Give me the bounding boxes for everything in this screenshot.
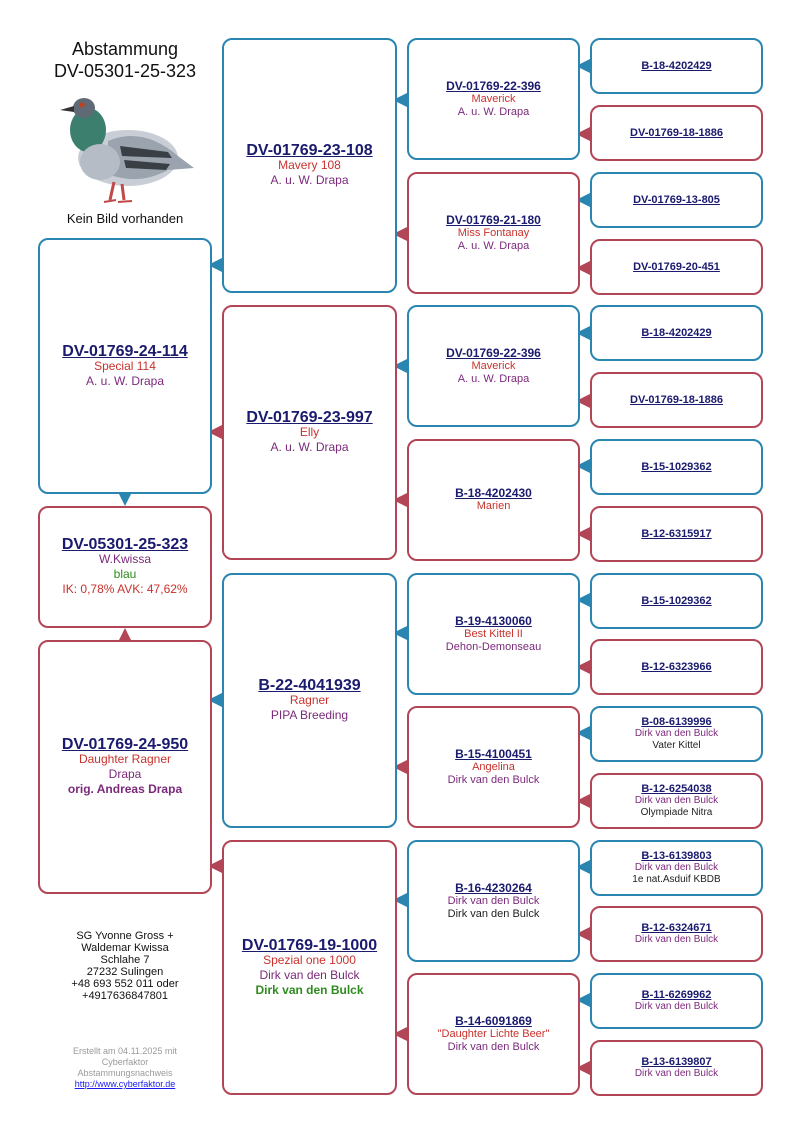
gen4-note: Vater Kittel [652, 740, 701, 751]
subject-card[interactable] [38, 506, 212, 628]
mother-origin: orig. Andreas Drapa [67, 782, 183, 796]
mother-breeder: Drapa [108, 767, 142, 781]
gen2-name: Spezial one 1000 [263, 952, 356, 967]
subject-color: blau [113, 567, 137, 581]
gen4-card[interactable] [590, 105, 763, 161]
gen2-breeder: A. u. W. Drapa [270, 440, 349, 454]
gen2-card[interactable] [222, 840, 397, 1095]
gen3-card[interactable] [407, 172, 580, 294]
father-ring[interactable]: DV-01769-24-114 [62, 342, 188, 360]
gen4-ring[interactable]: B-12-6254038 [641, 783, 712, 795]
gen3-name: Maverick [471, 92, 516, 105]
gen2-name: Mavery 108 [278, 158, 341, 172]
subject-inbreeding: IK: 0,78% AVK: 47,62% [62, 582, 188, 596]
gen3-card[interactable] [407, 439, 580, 561]
gen4-breeder: Dirk van den Bulck [634, 1068, 719, 1079]
gen4-ring[interactable]: B-12-6324671 [641, 922, 712, 934]
gen4-ring[interactable]: B-12-6323966 [641, 661, 712, 673]
father-card[interactable] [38, 238, 212, 494]
footer-link[interactable]: http://www.cyberfaktor.de [74, 1079, 176, 1089]
gen4-breeder: Dirk van den Bulck [634, 934, 719, 945]
gen4-breeder: Dirk van den Bulck [634, 862, 719, 873]
gen4-ring[interactable]: DV-01769-13-805 [633, 194, 720, 206]
footer-created: Erstellt am 04.11.2025 mit [73, 1046, 177, 1056]
gen3-name: "Daughter Lichte Beer" [437, 1027, 550, 1040]
gen3-breeder: Dirk van den Bulck [447, 773, 540, 786]
gen2-breeder: A. u. W. Drapa [270, 173, 349, 187]
gen3-breeder: A. u. W. Drapa [457, 372, 530, 385]
gen3-ring[interactable]: B-14-6091869 [455, 1013, 532, 1028]
gen4-card[interactable] [590, 1040, 763, 1096]
gen2-name: Elly [299, 425, 320, 439]
gen3-ring[interactable]: B-19-4130060 [455, 613, 532, 628]
gen3-breeder: A. u. W. Drapa [457, 239, 530, 252]
owner-line: Schlahe 7 [100, 954, 150, 966]
gen4-ring[interactable]: B-12-6315917 [641, 528, 712, 540]
gen4-card[interactable] [590, 439, 763, 495]
gen4-card[interactable] [590, 239, 763, 295]
gen3-breeder: Dehon-Demonseau [445, 640, 542, 653]
mother-ring[interactable]: DV-01769-24-950 [61, 736, 189, 753]
gen4-ring[interactable]: DV-01769-18-1886 [630, 394, 723, 406]
gen2-ring[interactable]: DV-01769-23-997 [246, 409, 373, 426]
gen3-card[interactable] [407, 706, 580, 828]
gen3-card[interactable] [407, 973, 580, 1095]
gen2-card[interactable] [222, 573, 397, 828]
gen2-ring[interactable]: DV-01769-19-1000 [241, 936, 378, 954]
gen4-ring[interactable]: B-18-4202429 [641, 60, 712, 72]
gen4-ring[interactable]: B-11-6269962 [641, 989, 712, 1001]
gen2-name: Ragner [289, 693, 330, 707]
gen4-card[interactable] [590, 639, 763, 695]
gen4-ring[interactable]: B-15-1029362 [641, 461, 712, 473]
gen3-breeder: A. u. W. Drapa [457, 105, 530, 118]
gen4-note: Olympiade Nitra [640, 807, 713, 818]
gen4-card[interactable] [590, 973, 763, 1029]
gen3-name: Maverick [471, 359, 516, 372]
gen2-card[interactable] [222, 38, 397, 293]
gen3-name: Angelina [472, 760, 515, 773]
father-name: Special 114 [94, 358, 156, 373]
gen3-breeder: Dirk van den Bulck [447, 1040, 540, 1053]
owner-line: +48 693 552 011 oder [71, 978, 179, 990]
owner-address [40, 930, 210, 1002]
father-breeder: A. u. W. Drapa [85, 373, 165, 388]
subject-ring[interactable]: DV-05301-25-323 [61, 536, 189, 553]
pedigree-title: Abstammung [71, 39, 179, 59]
gen4-card[interactable] [590, 38, 763, 94]
owner-line: +4917636847801 [82, 990, 168, 1002]
gen4-card[interactable] [590, 305, 763, 361]
gen3-card[interactable] [407, 305, 580, 427]
owner-line: 27232 Sulingen [86, 966, 164, 978]
gen3-ring[interactable]: DV-01769-22-396 [446, 345, 541, 360]
gen4-ring[interactable]: B-08-6139996 [641, 716, 712, 728]
gen4-card[interactable] [590, 573, 763, 629]
gen4-card[interactable] [590, 706, 763, 762]
gen4-breeder: Dirk van den Bulck [634, 728, 719, 739]
gen4-ring[interactable]: B-13-6139803 [641, 850, 712, 862]
gen3-name: Marien [476, 500, 511, 512]
gen2-extra: Dirk van den Bulck [255, 982, 364, 997]
gen4-note: 1e nat.Asduif KBDB [632, 874, 721, 885]
gen2-breeder: PIPA Breeding [270, 708, 349, 722]
pedigree-ring-number: DV-05301-25-323 [53, 61, 197, 81]
footer-doc: Abstammungsnachweis [77, 1068, 173, 1078]
owner-line: Waldemar Kwissa [81, 942, 169, 954]
gen3-breeder: Dirk van den Bulck [447, 894, 540, 907]
gen2-breeder: Dirk van den Bulck [259, 967, 360, 982]
gen3-ring[interactable]: B-16-4230264 [455, 880, 532, 895]
gen2-ring[interactable]: DV-01769-23-108 [246, 142, 373, 159]
gen4-breeder: Dirk van den Bulck [634, 1001, 719, 1012]
footer [40, 1046, 210, 1090]
subject-name: W.Kwissa [98, 552, 151, 566]
gen3-ring[interactable]: B-18-4202430 [455, 486, 532, 500]
gen2-ring[interactable]: B-22-4041939 [258, 677, 361, 694]
gen3-note: Dirk van den Bulck [447, 907, 540, 920]
gen4-ring[interactable]: DV-01769-20-451 [633, 261, 720, 273]
no-image-caption: Kein Bild vorhanden [66, 211, 184, 226]
mother-card[interactable] [38, 640, 212, 894]
gen3-ring[interactable]: DV-01769-21-180 [446, 212, 541, 227]
gen3-card[interactable] [407, 38, 580, 160]
gen4-ring[interactable]: B-13-6139807 [641, 1056, 712, 1068]
gen4-card[interactable] [590, 773, 763, 829]
gen4-ring[interactable]: B-18-4202429 [641, 327, 712, 339]
gen4-breeder: Dirk van den Bulck [634, 795, 719, 806]
gen4-ring[interactable]: DV-01769-18-1886 [630, 127, 723, 139]
gen3-name: Best Kittel II [464, 627, 523, 640]
gen3-ring[interactable]: DV-01769-22-396 [446, 78, 541, 93]
gen4-card[interactable] [590, 506, 763, 562]
mother-name: Daughter Ragner [78, 752, 172, 766]
gen3-ring[interactable]: B-15-4100451 [455, 746, 532, 761]
gen4-card[interactable] [590, 906, 763, 962]
gen3-card[interactable] [407, 840, 580, 962]
gen4-ring[interactable]: B-15-1029362 [641, 595, 712, 607]
gen3-card[interactable] [407, 573, 580, 695]
gen2-card[interactable] [222, 305, 397, 560]
gen4-card[interactable] [590, 372, 763, 428]
gen3-name: Miss Fontanay [457, 226, 530, 239]
gen4-card[interactable] [590, 840, 763, 896]
footer-software: Cyberfaktor [101, 1057, 149, 1067]
gen4-card[interactable] [590, 172, 763, 228]
owner-line: SG Yvonne Gross + [76, 930, 174, 942]
